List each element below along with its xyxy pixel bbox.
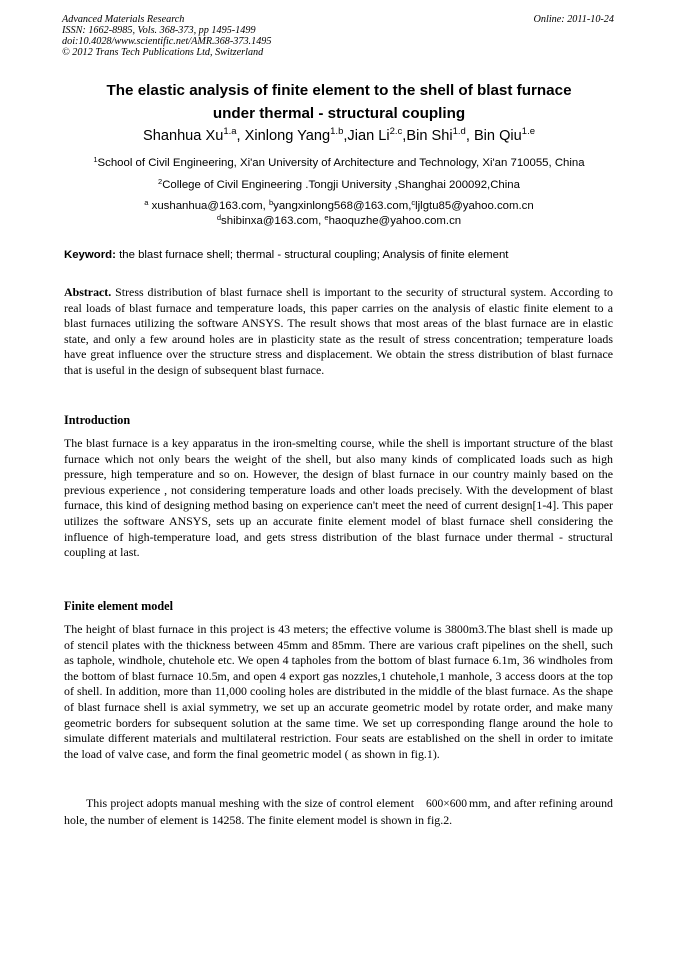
email-c[interactable]: ljlgtu85@yahoo.com.cn [415,200,534,212]
affil-text: College of Civil Engineering .Tongji University ,Shanghai 200092,China [162,179,520,191]
paper-title [40,79,638,125]
keyword-label: Keyword: [64,249,116,261]
fem-paragraph-1: The height of blast furnace in this project is 43 meters; the effective volume is 3800m3.The blast shell is made up of stencil plates with the thickness between 45mm and 85mm. There are various craft pipelines on the shell, such as taphole, windhole, chutehole etc. We open 4 tapholes from the bottom of blast furnace 6.1m, 36 windholes from the bottom of blast furnace 10.5m, and open 4 export gas nozzles,1 chutehole,1 manhole, 3 access doors at the top of shell. In addition, more than 11,000 cooling holes are distributed in the middle of the blast furnace. As the shape of blast furnace shell is axial symmetry, we set up an accurate geometric model by rotate order, and make many geometric borders for subsequent solution at the same time. We set up corresponding flange around the hole to simulate different materials and multilateral restriction. Four seats are established on the shell in order to imitate the load of valve case, and form the final geometric model ( as shown in fig.1). [64,622,613,761]
email-mark: e [324,213,329,222]
affil-mark: 1 [93,155,98,164]
email-line-1 [20,199,658,213]
fem-paragraph-2 [64,796,613,828]
author-affil-mark: 2.c [389,126,403,137]
doi-line: doi:10.4028/www.scientific.net/AMR.368-373.1495 [62,36,272,47]
email-line-2 [20,214,658,228]
affiliation-2 [20,178,658,192]
author-name: Xinlong Yang [244,128,331,144]
section-heading-introduction: Introduction [64,413,131,427]
email-d[interactable]: shibinxa@163.com, [221,215,325,227]
title-line-1: The elastic analysis of finite element to the shell of blast furnace [106,82,572,99]
title-line-2: under thermal - structural coupling [212,105,466,122]
author-affil-mark: 1.a [223,126,237,137]
author-name: Bin Qiu [473,128,522,144]
section-heading-finite-element-model: Finite element model [64,599,173,613]
author-separator: , [343,128,348,144]
fem-text-b: mm, and after refining around hole, the number of element is 14258. The finite element model is shown in fig.2. [64,796,613,827]
introduction-paragraph: The blast furnace is a key apparatus in the iron-smelting course, while the shell is important structure of the blast furnace which not only bears the weight of the shell, but also many kinds of complicated loads such as high pressure, high temperature and so on. However, the design of blast furnace in our country mainly based on the previous experience , not considering temperature loads and other loads precisely. With the development of blast furnace, this kind of designing method basing on experience can't meet the need of current design[1-4]. This paper utilizes the software ANSYS, sets up an accurate finite element model of blast furnace shell considering the influence of high-temperature load, and gets stress distribution of the blast furnace under thermal - structural coupling at last. [64,436,613,560]
author-name: Shanhua Xu [142,128,224,144]
affiliation-1 [20,156,658,170]
email-e[interactable]: haoquzhe@yahoo.com.cn [328,215,462,227]
author-name: Jian Li [347,128,390,144]
email-mark: c [411,198,416,207]
keywords [64,249,624,261]
email-b[interactable]: yangxinlong568@163.com, [273,200,412,212]
fem-text-a: This project adopts manual meshing with the size of control element [86,796,415,810]
author-separator: , [236,128,245,144]
abstract [64,285,613,379]
abstract-text: Stress distribution of blast furnace shell is important to the security of structural system. According to real loads of blast furnace and temperature loads, this paper carries on the analysis of elastic finite element to a blast furnaces utilizing the software ANSYS. The result shows that most areas of the blast furnace are in elastic state, and only a few around holes are in plasticity state as the result of stress concentration; temperature loads have great influence over the structure stress and displacement. We obtain the stress distribution of blast furnace that is useful in the design of subsequent blast furnace. [64,285,613,377]
author-separator: , [402,128,407,144]
author-affil-mark: 1.d [452,126,466,137]
affil-mark: 2 [158,177,163,186]
affil-text: School of Civil Engineering, Xi'an University of Architecture and Technology, Xi'an 710055, China [97,157,585,169]
copyright-line: © 2012 Trans Tech Publications Ltd, Switzerland [62,47,264,58]
author-affil-mark: 1.e [521,126,536,137]
journal-header [62,14,271,58]
author-affil-mark: 1.b [330,126,344,137]
email-mark: a [144,198,149,207]
mesh-size-formula: 600×600 [426,798,468,810]
abstract-label: Abstract. [64,285,112,299]
email-mark: d [216,213,222,222]
online-date: Online: 2011-10-24 [533,14,614,25]
author-list [40,126,638,146]
journal-name: Advanced Materials Research [62,14,185,25]
author-name: Bin Shi [406,128,453,144]
email-a[interactable]: xushanhua@163.com, [151,200,269,212]
email-mark: b [268,198,274,207]
keyword-text: the blast furnace shell; thermal - structural coupling; Analysis of finite element [115,249,509,261]
issn-line: ISSN: 1662-8985, Vols. 368-373, pp 1495-1499 [62,25,256,36]
author-separator: , [465,128,474,144]
